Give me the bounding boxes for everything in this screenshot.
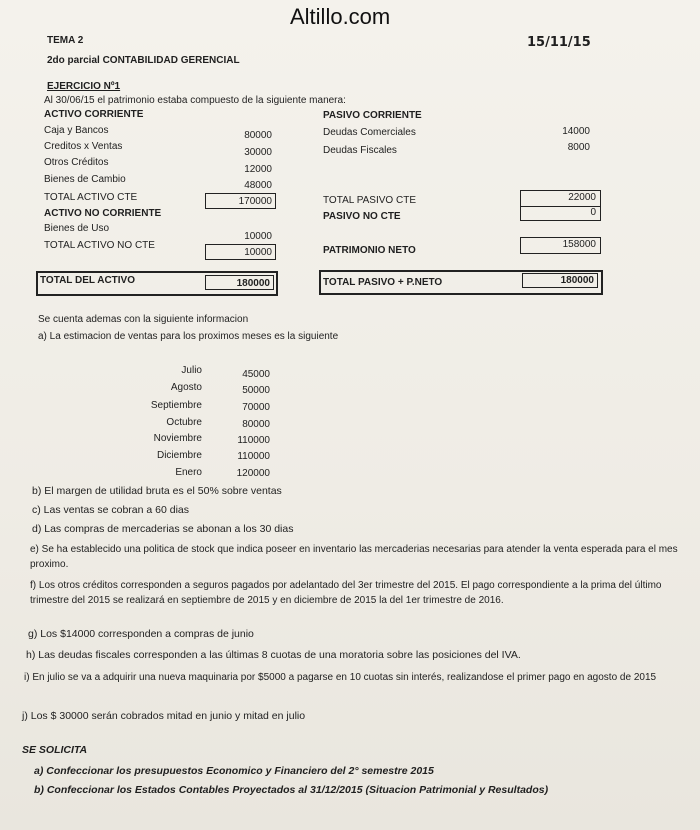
solicita-item-a: a) Confeccionar los presupuestos Economico y Financiero del 2° semestre 2015 [34, 765, 434, 777]
activo-no-corriente-title: ACTIVO NO CORRIENTE [44, 208, 162, 219]
patrimonio-neto-value: 158000 [562, 239, 596, 250]
sales-value: 110000 [237, 435, 270, 446]
sales-value: 80000 [242, 419, 270, 430]
item-c: c) Las ventas se cobran a 60 dias [32, 504, 190, 516]
deudas-fiscales-label: Deudas Fiscales [323, 145, 397, 156]
handwritten-date: 15/11/15 [527, 35, 591, 50]
activo-corriente-title: ACTIVO CORRIENTE [44, 109, 144, 120]
total-pasivo-pn-value: 180000 [560, 275, 594, 286]
otros-creditos-value: 12000 [244, 164, 272, 175]
exercise-intro: Al 30/06/15 el patrimonio estaba compuesto de la siguiente manera: [44, 95, 346, 106]
total-pasivo-pn-label: TOTAL PASIVO + P.NETO [323, 277, 443, 288]
watermark: Altillo.com [290, 4, 391, 29]
total-activo-no-cte-label: TOTAL ACTIVO NO CTE [44, 240, 155, 251]
item-f: f) Los otros créditos corresponden a seguros pagados por adelantado del 3er trimestre del 2015. El pago correspondiente a la prima del último trimestre del 2015 se realizará en septiembre de 2015 y en diciembre de 2015 la del 1er trimestre de 2016. [30, 580, 662, 606]
bienes-cambio-label: Bienes de Cambio [44, 174, 126, 185]
sales-month: Octubre [166, 417, 202, 428]
sales-value: 110000 [237, 451, 270, 462]
item-b: b) El margen de utilidad bruta es el 50% sobre ventas [32, 485, 282, 497]
total-pasivo-cte-label: TOTAL PASIVO CTE [323, 195, 416, 206]
total-activo-value: 180000 [236, 278, 270, 289]
item-g: g) Los $14000 corresponden a compras de junio [28, 628, 254, 640]
deudas-comerciales-label: Deudas Comerciales [323, 127, 416, 138]
tema-label: TEMA 2 [47, 35, 84, 46]
sales-value: 120000 [236, 468, 270, 479]
total-pasivo-cte-value: 22000 [568, 192, 596, 203]
solicita-title: SE SOLICITA [22, 744, 88, 756]
sales-month: Diciembre [156, 450, 202, 461]
pasivo-no-cte-label: PASIVO NO CTE [323, 211, 401, 222]
deudas-comerciales-value: 14000 [562, 126, 590, 137]
item-i: i) En julio se va a adquirir una nueva maquinaria por $5000 a pagarse en 10 cuotas sin interés, realizandose el primer pago en agosto de 2015 [24, 672, 657, 683]
sales-month: Julio [181, 365, 202, 376]
otros-creditos-label: Otros Créditos [44, 157, 109, 168]
pasivo-no-cte-value: 0 [590, 207, 596, 218]
total-activo-label: TOTAL DEL ACTIVO [40, 275, 136, 286]
item-a: a) La estimacion de ventas para los proximos meses es la siguiente [38, 331, 339, 342]
bienes-uso-label: Bienes de Uso [44, 223, 110, 234]
creditos-ventas-value: 30000 [244, 147, 272, 158]
bienes-cambio-value: 48000 [244, 180, 272, 191]
item-j: j) Los $ 30000 serán cobrados mitad en junio y mitad en julio [22, 710, 306, 722]
total-activo-no-cte-value: 10000 [244, 247, 272, 258]
sales-value: 45000 [242, 369, 270, 380]
patrimonio-neto-label: PATRIMONIO NETO [323, 245, 416, 256]
caja-bancos-label: Caja y Bancos [44, 125, 109, 136]
item-h: h) Las deudas fiscales corresponden a las últimas 8 cuotas de una moratoria sobre las posiciones del IVA. [26, 649, 521, 661]
info-intro: Se cuenta ademas con la siguiente informacion [38, 314, 249, 325]
sales-month: Agosto [170, 382, 202, 393]
solicita-item-b: b) Confeccionar los Estados Contables Proyectados al 31/12/2015 (Situacion Patrimonial y Resultados) [34, 784, 549, 796]
item-d: d) Las compras de mercaderias se abonan a los 30 dias [32, 523, 294, 535]
sales-value: 70000 [242, 402, 270, 413]
exercise-title: EJERCICIO Nº1 [47, 81, 121, 92]
sales-month: Septiembre [150, 400, 202, 411]
course-title: 2do parcial CONTABILIDAD GERENCIAL [47, 55, 240, 66]
item-e: e) Se ha establecido una politica de stock que indica poseer en inventario las mercaderias necesarias para atender la venta esperada para el mes proximo. [30, 544, 678, 570]
caja-bancos-value: 80000 [244, 130, 272, 141]
pasivo-corriente-title: PASIVO CORRIENTE [323, 110, 422, 121]
deudas-fiscales-value: 8000 [567, 142, 590, 153]
sales-month: Enero [175, 467, 202, 478]
total-activo-cte-label: TOTAL ACTIVO CTE [44, 192, 138, 203]
bienes-uso-value: 10000 [244, 231, 272, 242]
sales-month: Noviembre [153, 433, 202, 444]
creditos-ventas-label: Creditos x Ventas [44, 141, 123, 152]
sales-value: 50000 [242, 385, 270, 396]
total-activo-cte-value: 170000 [238, 196, 272, 207]
